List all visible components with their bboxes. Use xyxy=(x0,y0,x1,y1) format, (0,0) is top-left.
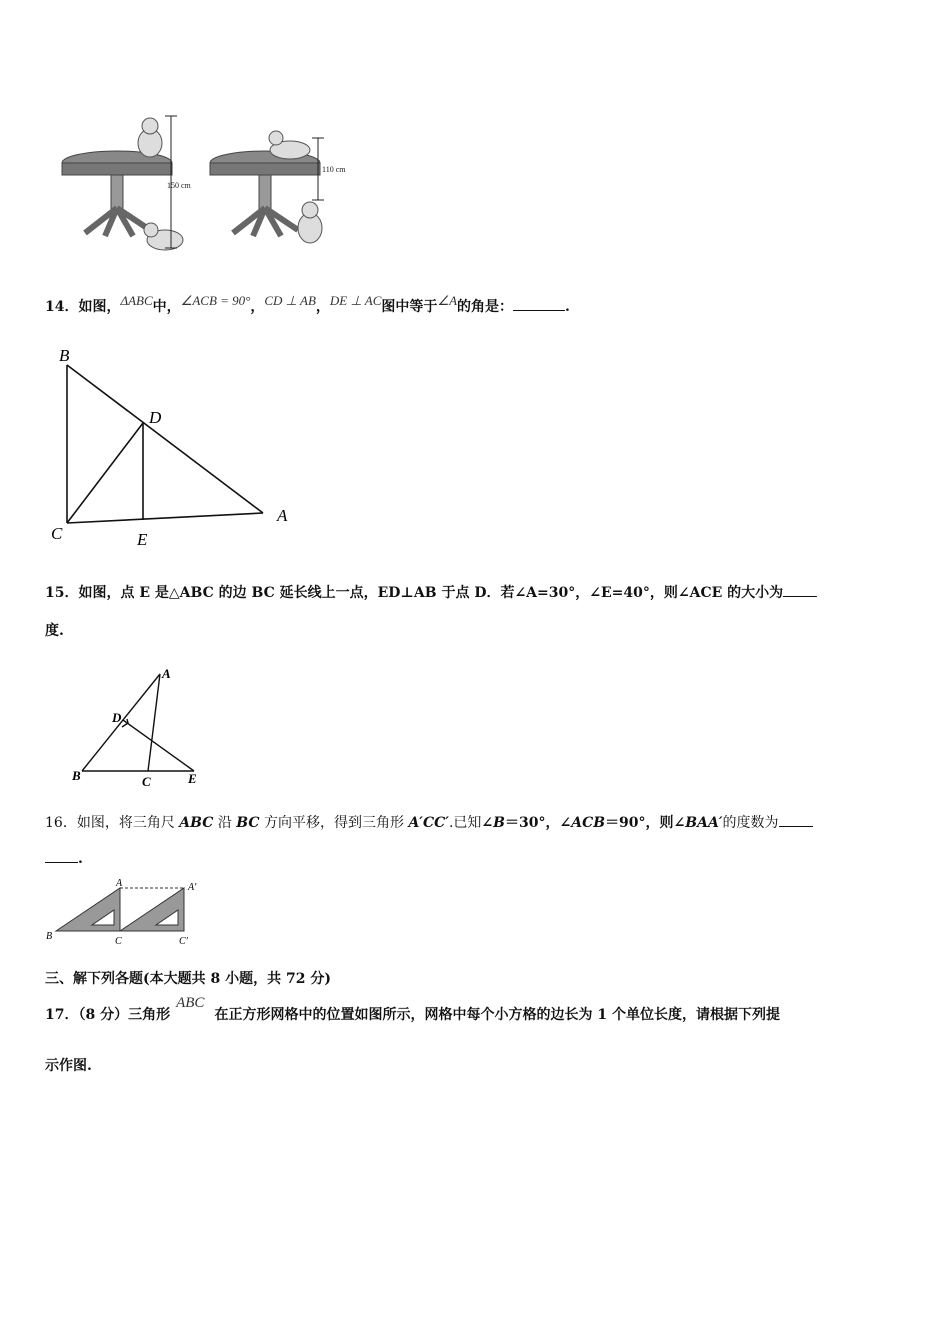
q14-number: 14． xyxy=(45,299,79,315)
q15-triangle-figure xyxy=(60,662,220,792)
question-17-line2 xyxy=(45,1055,92,1075)
label-110cm: 110 cm xyxy=(322,165,346,174)
q14-end: . xyxy=(565,299,570,315)
q14-math-angle: ∠ACB = 90° xyxy=(180,293,251,308)
right-cat-top xyxy=(269,131,310,159)
section-3-title: 三、解下列各题(本大题共 8 小题，共 72 分) xyxy=(45,971,331,987)
q16-math-angle-baa: ∠BAA′ xyxy=(673,815,723,831)
q14-math-de-perp: DE ⊥ AC xyxy=(329,293,382,308)
q14-answer-blank[interactable] xyxy=(513,298,565,311)
q17-math-abc: ABC xyxy=(176,995,205,1011)
label-c-prime: C′ xyxy=(179,936,188,947)
right-cat-bottom xyxy=(298,202,322,243)
q14-text-2: 中， xyxy=(152,299,181,315)
left-cat-top xyxy=(138,118,162,157)
q16-text-6: ＝90°，则 xyxy=(605,815,674,831)
q16-text-5: ＝30°， xyxy=(505,815,560,831)
label-a: A xyxy=(116,878,123,889)
label-e: E xyxy=(188,771,197,786)
q16-text-3: 方向平移，得到三角形 xyxy=(259,815,409,831)
question-14 xyxy=(45,293,570,316)
segment-de xyxy=(123,720,194,771)
label-150cm: 150 cm xyxy=(167,181,191,190)
q16-triangle-ruler-figure xyxy=(42,876,212,952)
label-a: A xyxy=(162,666,171,681)
left-table xyxy=(62,151,172,236)
segment-ba xyxy=(67,365,263,513)
label-e: E xyxy=(137,530,148,549)
label-b: B xyxy=(72,768,81,783)
q14-math-triangle: ΔABC xyxy=(120,293,153,308)
label-c: C xyxy=(142,774,151,789)
segment-ac xyxy=(148,674,160,771)
left-cat-bottom xyxy=(144,223,183,250)
label-d: D xyxy=(149,408,162,427)
q17-text-2: 在正方形网格中的位置如图所示，网格中每个小方格的边长为 1 个单位长度，请根据下列提 xyxy=(214,1007,780,1023)
q14-text-1: 如图， xyxy=(78,299,121,315)
q16-math-acc: A′CC′ xyxy=(408,815,449,831)
ruler-acc xyxy=(120,888,184,931)
q16-text-4: .已知 xyxy=(448,815,482,831)
q14-triangle-figure xyxy=(45,345,305,550)
q16-math-bc: BC xyxy=(236,815,260,831)
label-b: B xyxy=(59,346,70,365)
question-15 xyxy=(45,582,817,602)
q16-math-angle-acb: ∠ACB xyxy=(559,815,606,831)
label-c: C xyxy=(51,524,63,543)
q14-text-5: 图中等于 xyxy=(381,299,438,315)
question-15-line2 xyxy=(45,620,64,640)
label-a: A xyxy=(277,506,288,525)
q15-text-2: 度. xyxy=(45,623,64,639)
segment-ca xyxy=(67,513,263,523)
q16-answer-blank[interactable] xyxy=(779,814,813,827)
segment-cd xyxy=(67,423,143,523)
section-3-heading xyxy=(45,968,331,988)
question-17 xyxy=(45,995,780,1024)
label-a-prime: A′ xyxy=(188,882,197,893)
q16-text-1: 16．如图，将三角尺 xyxy=(45,815,180,831)
question-16-line2 xyxy=(45,850,83,867)
ruler-abc xyxy=(56,888,120,931)
q14-text-6: 的角是： xyxy=(457,299,514,315)
q15-text: 15．如图，点 E 是△ABC 的边 BC 延长线上一点，ED⊥AB 于点 D．若∠A=30°，∠E=40°，则∠ACE 的大小为 xyxy=(45,585,784,601)
q16-math-abc: ABC xyxy=(179,815,214,831)
q16-end: . xyxy=(78,851,83,867)
label-c: C xyxy=(115,936,122,947)
question-16 xyxy=(45,812,813,832)
q14-math-angle-a: ∠A xyxy=(437,293,458,308)
q14-text-3: ， xyxy=(250,299,265,315)
label-d: D xyxy=(112,710,122,725)
q16-text-2: 沿 xyxy=(213,815,237,831)
table-cat-figure xyxy=(55,108,375,258)
q17-text-3: 示作图. xyxy=(45,1058,92,1074)
q16-answer-blank-cont[interactable] xyxy=(45,850,78,863)
q15-answer-blank[interactable] xyxy=(783,584,817,597)
q14-text-4: ， xyxy=(315,299,330,315)
q14-math-cd-perp: CD ⊥ AB xyxy=(264,293,316,308)
label-b: B xyxy=(46,931,53,942)
q16-math-angle-b: ∠B xyxy=(481,815,505,831)
q16-text-7: 的度数为 xyxy=(722,815,779,831)
q17-text-1: 17．（8 分）三角形 xyxy=(45,1007,171,1023)
